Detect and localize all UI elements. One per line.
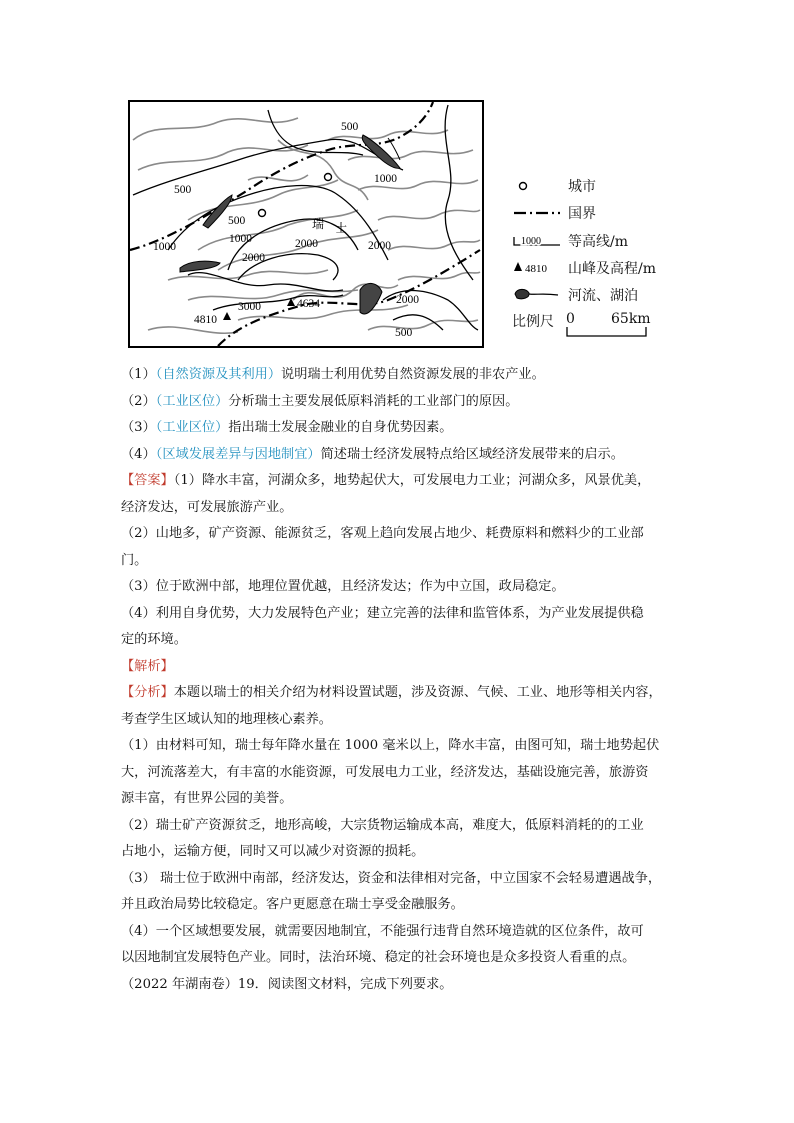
answer-line: 定的环境。	[121, 632, 187, 647]
answer-line: （3）位于欧洲中部，地理位置优越，且经济发达；作为中立国，政局稳定。	[121, 579, 565, 594]
topic-tag: （工业区位）	[155, 420, 229, 435]
contour-label: 1000	[229, 233, 252, 245]
scale-max: 65km	[611, 311, 651, 327]
legend-border: 国界	[512, 203, 596, 223]
peak-label: 4810	[194, 314, 217, 326]
city-icon	[512, 176, 562, 196]
analysis-line: 源丰富，有世界公园的美誉。	[121, 791, 293, 806]
analysis-line: （3） 瑞士位于欧洲中南部，经济发达，资金和法律相对完备，中立国家不会轻易遭遇战争，	[121, 870, 662, 886]
switzerland-contour-map	[128, 100, 484, 348]
source-tag: （2022 年湖南卷）	[121, 976, 238, 992]
question-3: （3）（工业区位）指出瑞士发展金融业的自身优势因素。	[121, 420, 453, 435]
contour-label: 500	[395, 327, 413, 339]
contour-label: 1000	[153, 241, 176, 253]
fenxi-label: 【分析】	[121, 685, 174, 700]
analysis-label: 【解析】	[121, 658, 174, 674]
legend-river: 河流、湖泊	[512, 285, 638, 305]
contour-label: 500	[341, 121, 359, 133]
country-label: 瑞	[312, 217, 325, 231]
answer-line: （2）山地多，矿产资源、能源贫乏，客观上趋向发展占地少、耗费原料和燃料少的工业部	[121, 526, 644, 541]
legend-city: 城市	[512, 176, 596, 196]
peak-icon	[512, 258, 562, 278]
analysis-line: 大，河流落差大，有丰富的水能资源，可发展电力工业，经济发达，基础设施完善，旅游资	[121, 764, 649, 780]
legend-peak: 4810 山峰及高程/m	[512, 258, 656, 278]
answer-line: 【答案】（1）降水丰富，河湖众多，地势起伏大，可发展电力工业；河湖众多，风景优美，	[121, 473, 651, 488]
contour-label: 500	[228, 215, 246, 227]
contour-label: 500	[174, 184, 192, 196]
contour-label: 2000	[368, 240, 391, 252]
analysis-line: 以因地制宜发展特色产业。同时，法治环境、稳定的社会环境也是众多投资人看重的点。	[121, 950, 636, 965]
contour-line-icon	[512, 231, 562, 251]
border-line-icon	[512, 203, 562, 223]
contour-label: 2000	[396, 294, 419, 306]
topic-tag: （区域发展差异与因地制宜）	[155, 446, 321, 462]
next-question: （2022 年湖南卷）19．阅读图文材料，完成下列要求。	[121, 976, 453, 992]
contour-label: 2000	[295, 238, 318, 250]
analysis-line: （2）瑞士矿产资源贫乏，地形高峻，大宗货物运输成本高，难度大，低原料消耗的的工业	[121, 817, 644, 833]
country-label: 士	[335, 221, 348, 235]
legend-contour: 1000 等高线/m	[512, 231, 628, 251]
analysis-line: 【分析】本题以瑞士的相关介绍为材料设置试题，涉及资源、气候、工业、地形等相关内容，	[121, 685, 662, 700]
svg-text:1000: 1000	[521, 236, 541, 247]
answer-line: （4）利用自身优势，大力发展特色产业；建立完善的法律和监管体系，为产业发展提供稳	[121, 605, 644, 621]
svg-text:4810: 4810	[525, 263, 547, 275]
contour-label: 2000	[242, 252, 265, 264]
peak-label: 4634	[297, 298, 320, 310]
contour-label: 1000	[374, 173, 397, 185]
analysis-line: （1）由材料可知，瑞士每年降水量在 1000 毫米以上，降水丰富，由图可知，瑞士地势起伏	[121, 738, 660, 753]
topic-tag: （工业区位）	[155, 393, 229, 409]
question-content	[121, 362, 681, 998]
question-1: （1）（自然资源及其利用）说明瑞士利用优势自然资源发展的非农产业。	[121, 367, 545, 382]
contour-label: 3000	[238, 301, 261, 313]
river-lake-icon	[512, 285, 562, 305]
question-4: （4）（区域发展差异与因地制宜）简述瑞士经济发展特点给区域经济发展带来的启示。	[121, 446, 624, 462]
analysis-line: （4）一个区域想要发展，就需要因地制宜，不能强行违背自然环境造就的区位条件，故可	[121, 923, 644, 939]
scale-zero: 0	[566, 311, 575, 327]
scale-bar-icon	[566, 327, 648, 337]
legend-scale: 比例尺 0 65km	[512, 311, 554, 331]
answer-line: 经济发达，可发展旅游产业。	[121, 499, 293, 515]
topic-tag: （自然资源及其利用）	[155, 367, 282, 382]
question-2: （2）（工业区位）分析瑞士主要发展低原料消耗的工业部门的原因。	[121, 393, 519, 409]
answer-label: 【答案】	[121, 473, 174, 488]
answer-line: 门。	[121, 552, 148, 568]
analysis-line: 并且政治局势比较稳定。客户更愿意在瑞士享受金融服务。	[121, 897, 464, 912]
analysis-line: 占地小，运输方便，同时又可以减少对资源的损耗。	[121, 844, 425, 859]
analysis-line: 考查学生区域认知的地理核心素养。	[121, 711, 332, 727]
